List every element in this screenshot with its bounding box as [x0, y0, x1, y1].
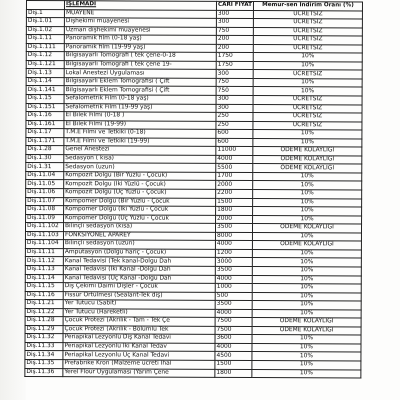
row-code: Diş.11.13 [25, 265, 63, 274]
row-price: 1800 [216, 206, 253, 215]
row-procedure-name: Bilgisayarlı Tomografi ( tek çene-0-18 [64, 52, 216, 61]
row-discount: ÖDEME KOLAYLIĞI [253, 164, 362, 173]
row-price: 4000 [215, 309, 252, 318]
row-code: Diş.11.36 [25, 368, 63, 377]
row-code: Diş.11.05 [26, 180, 64, 189]
row-discount: 10% [252, 275, 361, 284]
row-procedure-name: Sefalometrik Film (0-18 yaş) [64, 95, 216, 104]
row-discount: 10% [253, 172, 362, 181]
row-discount: ÖDEME KOLAYLIĞI [253, 155, 362, 164]
row-price: 2200 [216, 189, 253, 198]
row-discount: 10% [252, 369, 361, 378]
row-discount: 10% [252, 352, 361, 361]
row-procedure-name: T.M.E Filmi ve Tetkiki (0-18) [64, 129, 216, 138]
row-price: 600 [216, 130, 253, 139]
row-price: 3500 [215, 266, 252, 275]
row-price: 200 [216, 36, 253, 45]
row-procedure-name: Fissür Örtülmesi (Sealant-Tek diş) [63, 291, 215, 300]
row-discount: 10% [252, 249, 361, 258]
row-discount: 10% [252, 266, 361, 275]
row-price: 300 [216, 18, 253, 27]
row-code: Diş.11.21 [25, 300, 63, 309]
row-discount: 10% [252, 343, 361, 352]
row-procedure-name: Yer Tutucu (Hareketli) [63, 308, 215, 317]
row-discount: ÜCRETSİZ [253, 36, 362, 45]
row-procedure-name: Panoramik film (19-99 yaş) [64, 43, 216, 52]
row-code: Diş.11.15 [25, 283, 63, 292]
row-code: Diş.1.151 [26, 103, 64, 112]
row-code: Diş.11.04 [26, 171, 64, 180]
row-price: 1500 [216, 198, 253, 207]
row-code: Diş.1.01 [26, 18, 64, 27]
row-discount: ÜCRETSİZ [253, 96, 362, 105]
row-price: 250 [216, 121, 253, 130]
row-code: Diş.1.16 [26, 112, 64, 121]
row-procedure-name: Bilgisayarlı Eklem Tomografisi ( Çift [64, 86, 216, 95]
header-code [26, 1, 64, 10]
row-discount: 10% [253, 87, 362, 96]
row-price: 750 [216, 78, 253, 87]
row-code: Diş.11.22 [25, 308, 63, 317]
row-code: Diş.11.12 [25, 257, 63, 266]
row-code: Diş.1.161 [26, 120, 64, 129]
row-price: 3600 [215, 335, 252, 344]
row-discount: 10% [253, 53, 362, 62]
row-procedure-name: Yerel Flour Uygulaması (Yarım Çene [63, 368, 215, 377]
row-price: 3500 [215, 224, 252, 233]
row-discount: 10% [252, 309, 361, 318]
row-code: Diş.1.13 [26, 69, 64, 78]
row-procedure-name: Sedasyon (uzun) [64, 163, 216, 172]
row-code: Diş.11.28 [25, 317, 63, 326]
row-discount: 10% [252, 232, 361, 241]
row-discount: 10% [252, 292, 361, 301]
row-code: Diş.1.121 [26, 60, 64, 69]
row-code: Diş.11.11 [25, 248, 63, 257]
row-code: Diş.1 [26, 9, 64, 18]
row-price: 1200 [215, 249, 252, 258]
row-procedure-name: Bilgisayarlı Eklem Tomografisi ( Çift [64, 78, 216, 87]
row-price: 5500 [216, 164, 253, 173]
row-procedure-name: Kompomer Dolgu (Bir Yüzlü - Çocuk [64, 197, 216, 206]
row-discount: 10% [253, 181, 362, 190]
row-discount: 10% [253, 190, 362, 199]
row-code: Diş.11.08 [26, 206, 64, 215]
row-discount: ÜCRETSİZ [253, 121, 362, 130]
row-price: 4000 [215, 343, 252, 352]
row-price: 200 [216, 44, 253, 53]
row-discount: ÖDEME KOLAYLIĞI [252, 318, 361, 327]
row-discount: 10% [252, 258, 361, 267]
row-procedure-name: Çocuk Protezi (Akrilik - Bölümlü Tek [63, 325, 215, 334]
price-table [24, 0, 363, 379]
row-procedure-name: Prefabrike Kron (Malzeme ücreti İhal [63, 360, 215, 369]
row-discount: ÖDEME KOLAYLIĞI [253, 147, 362, 156]
row-price: 11000 [216, 147, 253, 156]
row-code: Diş.11.32 [25, 334, 63, 343]
row-discount: ÖDEME KOLAYLIĞI [252, 326, 361, 335]
row-procedure-name: Dişhekimi muayenesi [64, 18, 216, 27]
header-discount-rate: Memur-sen İndirim Oranı (%) [253, 1, 362, 10]
row-price: 8000 [215, 232, 252, 241]
row-price: 300 [216, 70, 253, 79]
header-current-price: CARİ FİYAT [218, 1, 252, 9]
row-price: 1800 [215, 369, 252, 378]
row-procedure-name: Panoramik film (0-18 yaş) [64, 35, 216, 44]
row-procedure-name: T.M.E Filmi ve Tetkiki (19-99) [64, 137, 216, 146]
row-price: 7500 [215, 318, 252, 327]
row-discount: 10% [253, 78, 362, 87]
row-discount: 10% [253, 215, 362, 224]
row-discount: 10% [253, 138, 362, 147]
row-procedure-name: Uzman dişhekimi muayenesi [64, 26, 216, 35]
row-procedure-name: El Bilek Filmi (19-99) [64, 120, 216, 129]
row-price: 600 [216, 138, 253, 147]
row-discount: 10% [252, 335, 361, 344]
row-price: 3500 [215, 300, 252, 309]
row-procedure-name: Kompozit Dolgu (Üç Yüzlü - Çocuk) [64, 189, 216, 198]
row-procedure-name: Kompozit Dolgu (İki Yüzlü - Çocuk) [64, 180, 216, 189]
row-procedure-name: Kanal Tedavisi (İki Kanal -Dolgu Dah [63, 266, 215, 275]
row-code: Diş.11.14 [25, 274, 63, 283]
row-code: Diş.1.141 [26, 86, 64, 95]
row-discount: ÜCRETSİZ [253, 70, 362, 79]
row-discount: 10% [252, 284, 361, 293]
row-code: Diş.11.06 [26, 189, 64, 198]
row-price: 750 [216, 87, 253, 96]
row-procedure-name: Bilgisayarlı Tomografi ( tek çene 19- [64, 60, 216, 69]
row-procedure-name: Sefalometrik Film (19-99 yaş) [64, 103, 216, 112]
row-discount: ÜCRETSİZ [253, 10, 362, 19]
row-procedure-name: Kompomer Dolgu (Üç Yüzlü - Çocuk [64, 214, 216, 223]
row-discount: 10% [253, 198, 362, 207]
row-discount: 10% [252, 360, 361, 369]
row-procedure-name: Kanal Tedavisi (Üç Kanal -Dolgu Dah [63, 274, 215, 283]
row-code: Diş.11.33 [25, 342, 63, 351]
row-code: Diş.1.111 [26, 43, 64, 52]
row-code: Diş.11.34 [25, 351, 63, 360]
row-procedure-name: Yer Tutucu (Sabit) [63, 300, 215, 309]
row-code: Diş.1.12 [26, 52, 64, 61]
row-price: 2000 [216, 181, 253, 190]
row-price: 750 [216, 27, 253, 36]
row-discount: ÜCRETSİZ [253, 113, 362, 122]
row-discount: ÜCRETSİZ [253, 27, 362, 36]
row-discount: 10% [253, 61, 362, 70]
row-code: Diş.1.171 [26, 137, 64, 146]
price-list-document [24, 0, 362, 379]
row-code: Diş.11.07 [26, 197, 64, 206]
row-code: Diş.1.14 [26, 77, 64, 86]
row-price: 7500 [215, 326, 252, 335]
row-procedure-name: Periapikal Lezyonlu Diş Kanal Tedavi [63, 334, 215, 343]
row-procedure-name: Bilinçli sedasyon (kısa) [63, 223, 215, 232]
row-procedure-name: Periapikal Lezyonlu İki Kanal Tedav [63, 343, 215, 352]
row-code: Diş.1.30 [26, 154, 64, 163]
row-procedure-name: Lokal Anestezi Uygulaması [64, 69, 216, 78]
row-procedure-name: Sedasyon ( kısa) [64, 155, 216, 164]
row-price: 1750 [216, 61, 253, 70]
row-price: 300 [216, 95, 253, 104]
row-procedure-name: Bilinçli sedasyon (uzun) [63, 240, 215, 249]
row-code: Diş.1.28 [26, 146, 64, 155]
row-procedure-name: MUAYENE [64, 9, 216, 18]
table-body [25, 9, 363, 378]
row-discount: 10% [253, 207, 362, 216]
row-discount: ÖDEME KOLAYLIĞI [252, 241, 361, 250]
row-price: 3000 [215, 258, 252, 267]
row-discount: 10% [253, 130, 362, 139]
row-price: 4000 [215, 275, 252, 284]
row-price: 300 [216, 10, 253, 19]
row-code: Diş.11.35 [25, 359, 63, 368]
row-procedure-name: Periapikal Lezyonlu Üç Kanal Tedavi [63, 351, 215, 360]
row-procedure-name: Genel Anestezi [64, 146, 216, 155]
row-price: 500 [215, 292, 252, 301]
row-discount: ÖDEME KOLAYLIĞI [252, 224, 361, 233]
header-procedure-name: İŞLEMADI [64, 1, 216, 10]
row-procedure-name: Çocuk Protezi (Akrilik - Tam - Tek Çe [63, 317, 215, 326]
row-price: 1700 [216, 172, 253, 181]
row-price: 4000 [216, 155, 253, 164]
row-discount: 10% [252, 301, 361, 310]
row-discount: ÜCRETSİZ [253, 104, 362, 113]
row-discount: ÜCRETSİZ [253, 44, 362, 53]
row-procedure-name: Amputasyon (Dolgu hariç - Çocuk) [63, 249, 215, 258]
row-code: Diş.11.16 [25, 291, 63, 300]
row-code: Diş.1.11 [26, 35, 64, 44]
row-price: 250 [216, 112, 253, 121]
row-code: Diş.11.102 [25, 223, 63, 232]
row-procedure-name: Kompozit Dolgu (Bir Yüzlü - Çocuk) [64, 172, 216, 181]
row-code: Diş.11.09 [26, 214, 64, 223]
row-code: Diş.11.104 [25, 240, 63, 249]
row-procedure-name: Kanal Tedavisi (Tek kanal-Dolgu Dah [63, 257, 215, 266]
row-price: 300 [216, 104, 253, 113]
row-price: 1500 [215, 360, 252, 369]
row-procedure-name: Kompomer Dolgu (İki Yüzlü - Çocuk [64, 206, 216, 215]
row-price: 4500 [215, 352, 252, 361]
row-procedure-name: FONKSİYONEL APAREY [63, 231, 215, 240]
row-code: Diş.11.29 [25, 325, 63, 334]
row-price: 1750 [216, 53, 253, 62]
row-code: Diş.1.31 [26, 163, 64, 172]
row-code: Diş.1.17 [26, 129, 64, 138]
row-price: 4000 [215, 241, 252, 250]
row-code: Diş.1.15 [26, 95, 64, 104]
page-edge-shadow [0, 0, 26, 400]
row-procedure-name: El Bilek Filmi (0-18 ) [64, 112, 216, 121]
row-code: Diş.1.02 [26, 26, 64, 35]
table-row [25, 368, 361, 378]
row-discount: ÜCRETSİZ [253, 19, 362, 28]
row-procedure-name: Diş Çekimi Daimi Dişler - Çocuk [63, 283, 215, 292]
row-price: 2000 [216, 215, 253, 224]
row-code: Diş.11.103 [25, 231, 63, 240]
row-price: 1000 [215, 283, 252, 292]
